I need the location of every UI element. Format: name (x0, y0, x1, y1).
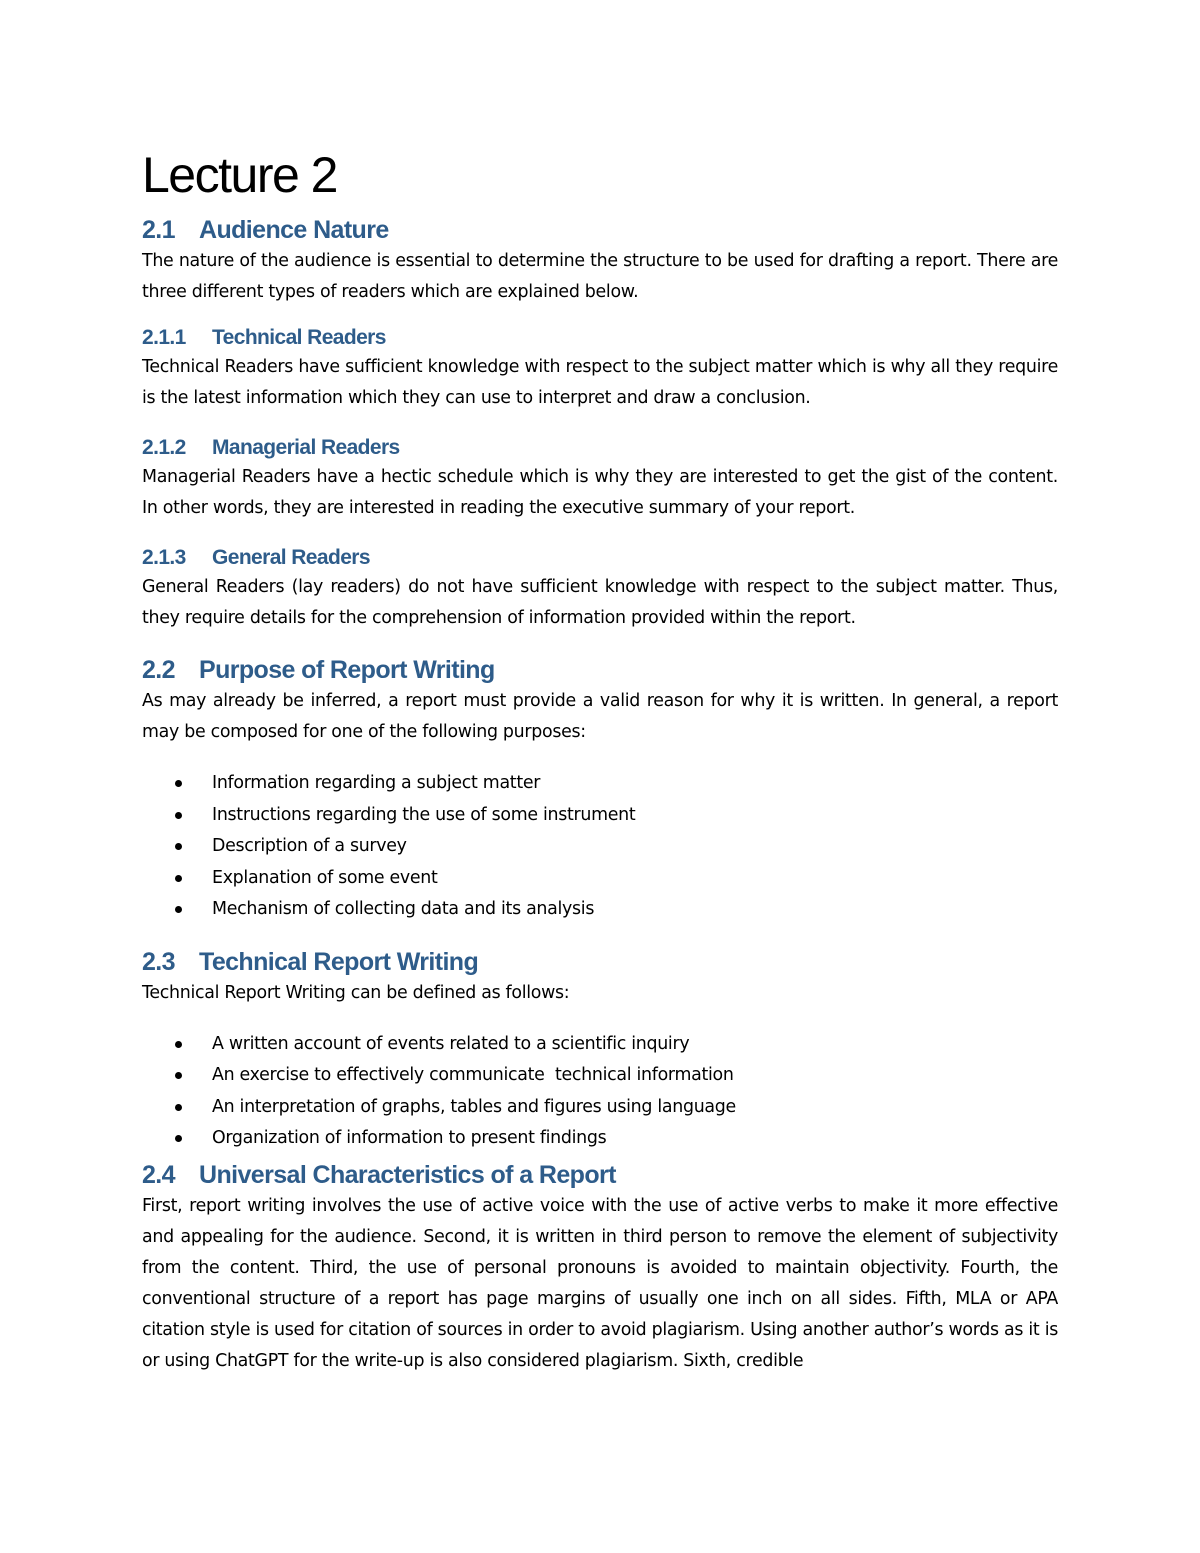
bullet-icon (175, 906, 182, 913)
section-paragraph: General Readers (lay readers) do not have sufficient knowledge with respect to the subject matter. Thus, they require details for the comprehension of information provided within the report. (142, 577, 1058, 628)
subsection-number: 2.1.2 (142, 436, 186, 459)
section-technical-report-writing (142, 946, 1058, 1155)
section-purpose-of-report-writing (142, 654, 1058, 926)
subsection-number: 2.1.3 (142, 546, 186, 569)
purpose-bullet-list (142, 768, 1058, 926)
subsection-heading (142, 434, 1058, 462)
list-item-text: Organization of information to present findings (212, 1128, 607, 1148)
section-title: Audience Nature (199, 216, 389, 244)
page-title: Lecture 2 (142, 147, 337, 203)
section-general-readers (142, 544, 1058, 634)
section-heading (142, 654, 1058, 686)
bullet-icon (175, 843, 182, 850)
section-title: Technical Report Writing (199, 947, 479, 976)
list-item-text: Mechanism of collecting data and its analysis (212, 899, 595, 919)
section-paragraph: First, report writing involves the use of active voice with the use of active verbs to make it more effective and appealing for the audience. Second, it is written in third person to remove the element of subjectivity from the content. Third, the use of personal pronouns is avoided to maintain objectivity. Fourth, the conventional structure of a report has page margins of usually one inch on all sides. Fifth, MLA or APA citation style is used for citation of sources in order to avoid plagiarism. Using another author’s words as it is or using ChatGPT for the write-up is also considered plagiarism. Sixth, credible (142, 1195, 1058, 1371)
section-audience-nature (142, 214, 1058, 308)
section-title: Purpose of Report Writing (199, 656, 495, 684)
section-title: Universal Characteristics of a Report (199, 1160, 616, 1189)
section-heading (142, 1159, 1058, 1191)
section-number: 2.4 (142, 1160, 175, 1189)
subsection-title: Technical Readers (212, 326, 386, 349)
section-number: 2.1 (142, 216, 175, 244)
subsection-heading (142, 324, 1058, 352)
bullet-icon (175, 1072, 182, 1079)
list-item (142, 894, 1058, 926)
bullet-icon (175, 812, 182, 819)
list-item-text: An interpretation of graphs, tables and figures using language (212, 1096, 736, 1117)
section-heading (142, 214, 1058, 246)
list-item-text: Explanation of some event (212, 867, 438, 888)
subsection-heading (142, 544, 1058, 572)
section-heading (142, 946, 1058, 978)
list-item-text: A written account of events related to a scientific inquiry (212, 1033, 690, 1054)
document-body (142, 142, 1058, 1377)
section-managerial-readers (142, 434, 1058, 524)
section-paragraph: Technical Readers have sufficient knowledge with respect to the subject matter which is why all they require is the latest information which they can use to interpret and draw a conclusion. (142, 357, 1058, 408)
list-item (142, 768, 1058, 800)
subsection-title: Managerial Readers (212, 436, 400, 459)
section-technical-readers (142, 324, 1058, 414)
subsection-title: General Readers (212, 546, 370, 569)
section-universal-characteristics (142, 1159, 1058, 1377)
bullet-icon (175, 875, 182, 882)
list-item-text: An exercise to effectively communicate technical information (212, 1065, 734, 1085)
section-number: 2.3 (142, 947, 175, 976)
bullet-icon (175, 1041, 182, 1048)
list-item (142, 1092, 1058, 1124)
section-paragraph: The nature of the audience is essential to determine the structure to be used for drafting a report. There are three different types of readers which are explained below. (142, 251, 1058, 302)
section-paragraph: As may already be inferred, a report must provide a valid reason for why it is written. In general, a report may be composed for one of the following purposes: (142, 691, 1058, 742)
list-item (142, 831, 1058, 863)
list-item-text: Information regarding a subject matter (212, 773, 541, 793)
definition-bullet-list (142, 1029, 1058, 1155)
section-paragraph: Managerial Readers have a hectic schedule which is why they are interested to get the gist of the content. In other words, they are interested in reading the executive summary of your report. (142, 467, 1058, 518)
list-item-text: Description of a survey (212, 836, 407, 856)
section-paragraph: Technical Report Writing can be defined as follows: (142, 982, 570, 1003)
section-number: 2.2 (142, 656, 175, 684)
list-item (142, 863, 1058, 895)
subsection-number: 2.1.1 (142, 326, 186, 349)
list-item (142, 1060, 1058, 1092)
list-item (142, 1029, 1058, 1061)
list-item (142, 1123, 1058, 1155)
bullet-icon (175, 1104, 182, 1111)
bullet-icon (175, 780, 182, 787)
list-item-text: Instructions regarding the use of some instrument (212, 804, 636, 825)
bullet-icon (175, 1135, 182, 1142)
list-item (142, 800, 1058, 832)
